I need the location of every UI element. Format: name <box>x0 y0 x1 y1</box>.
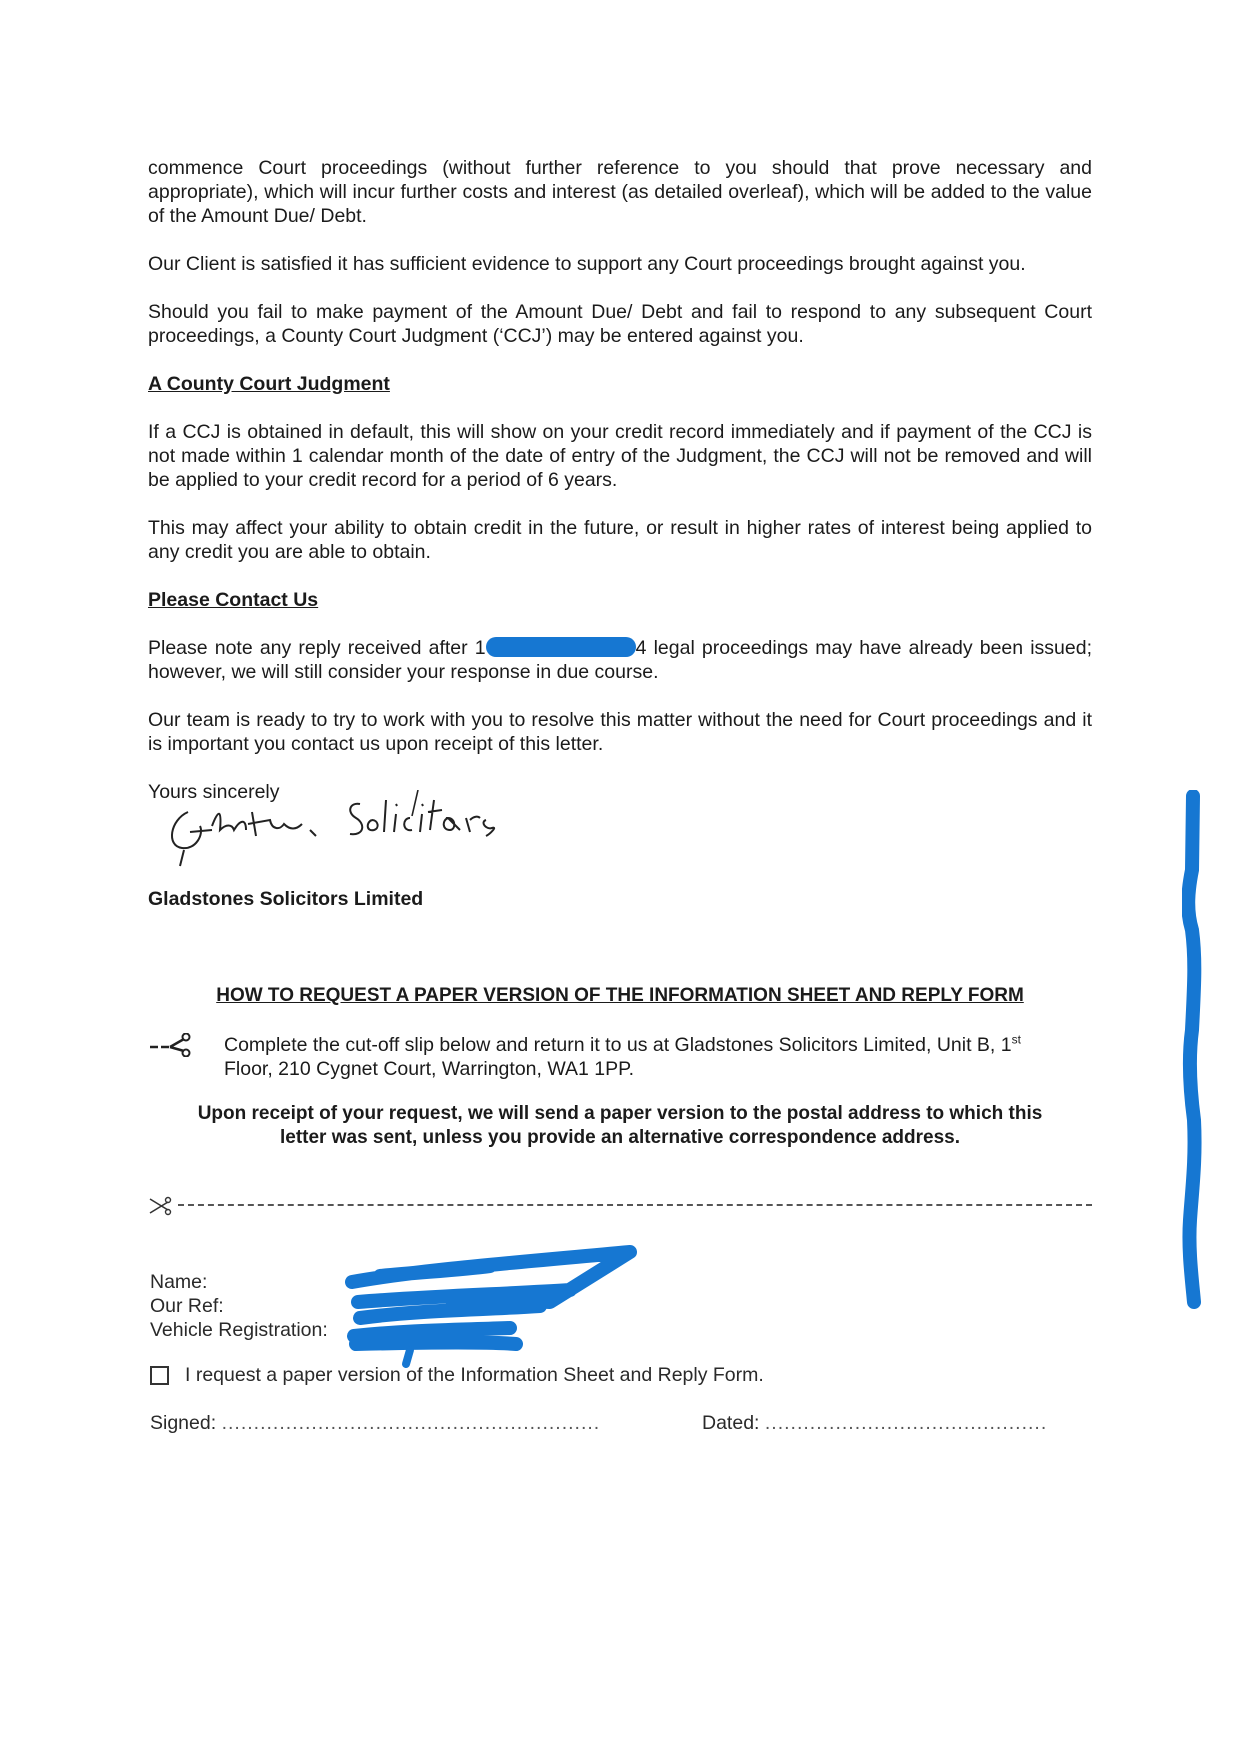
dated-label: Dated: <box>702 1412 760 1434</box>
company-signatory: Gladstones Solicitors Limited <box>148 888 424 910</box>
scissors-icon <box>148 1033 194 1057</box>
paragraph-reply-deadline <box>148 636 1092 684</box>
paragraph-ccj-warning: Should you fail to make payment of the Amount Due/ Debt and fail to respond to any subsequent Court proceedings, a County Court Judgment (‘CCJ’) may be entered against you. <box>148 301 1092 347</box>
paper-request-checkbox-label: I request a paper version of the Information Sheet and Reply Form. <box>185 1364 764 1386</box>
our-ref-label: Our Ref: <box>150 1295 224 1317</box>
instruction-superscript: st <box>1011 1032 1021 1047</box>
slip-fields <box>150 1270 328 1342</box>
redaction-slip-details <box>340 1240 640 1370</box>
checkbox-icon[interactable] <box>150 1366 169 1385</box>
name-label: Name: <box>150 1271 208 1293</box>
signed-label: Signed: <box>150 1412 217 1434</box>
paragraph-ccj-credit-record: If a CCJ is obtained in default, this will show on your credit record immediately and if payment of the CCJ is not made within 1 calendar month of the date of entry of the Judgment, the CCJ will not be removed and will be applied to your credit record for a period of 6 years. <box>148 421 1092 491</box>
paragraph-court-proceedings: commence Court proceedings (without further reference to you should that prove necessary and appropriate), which will incur further costs and interest (as detailed overleaf), which will be added to the value of the Amount Due/ Debt. <box>148 157 1092 227</box>
paper-version-note <box>148 1102 1092 1150</box>
cut-dashed-line <box>178 1204 1092 1206</box>
redaction-mark-date <box>486 637 636 657</box>
instruction-line-1: Complete the cut-off slip below and return it to us at Gladstones Solicitors Limited, Unit B, 1 <box>224 1034 1012 1056</box>
instruction-line-2: Floor, 210 Cygnet Court, Warrington, WA1 1PP. <box>224 1058 635 1080</box>
reply-deadline-text-start: Please note any reply received after <box>148 637 475 659</box>
paragraph-credit-ability: This may affect your ability to obtain credit in the future, or result in higher rates of interest being applied to any credit you are able to obtain. <box>148 517 1092 563</box>
paper-request-option[interactable] <box>150 1364 764 1387</box>
handwritten-signature <box>160 790 520 870</box>
letter-body <box>148 156 1092 828</box>
note-line-1: Upon receipt of your request, we will send a paper version to the postal address to which this <box>197 1103 1043 1124</box>
heading-county-court-judgment: A County Court Judgment <box>148 373 390 395</box>
paragraph-evidence: Our Client is satisfied it has sufficient evidence to support any Court proceedings brought against you. <box>148 253 1026 275</box>
signed-field <box>150 1412 600 1435</box>
dated-field <box>702 1412 1047 1435</box>
paragraph-team-ready: Our team is ready to try to work with you to resolve this matter without the need for Court proceedings and it is important you contact us upon receipt of this letter. <box>148 709 1092 755</box>
vehicle-registration-label: Vehicle Registration: <box>150 1319 328 1341</box>
cut-scissors-icon <box>148 1196 172 1216</box>
signed-line: ........................................................... <box>221 1412 601 1434</box>
note-line-2: letter was sent, unless you provide an alternative correspondence address. <box>279 1127 961 1148</box>
paper-version-request-title: HOW TO REQUEST A PAPER VERSION OF THE INFORMATION SHEET AND REPLY FORM <box>216 985 1024 1006</box>
dated-line: ............................................ <box>764 1412 1048 1434</box>
heading-please-contact-us: Please Contact Us <box>148 589 319 611</box>
cut-off-instruction-text <box>224 1033 1094 1081</box>
closing-yours-sincerely: Yours sincerely <box>148 781 280 803</box>
redacted-date-start: 1 <box>474 637 486 659</box>
redaction-margin-mark <box>1182 790 1204 1310</box>
redacted-date-end: 4 <box>635 637 647 659</box>
cut-line <box>148 1192 1092 1222</box>
reply-deadline-text-end: legal proceedings may have already been issued; however, we will still consider your response in due course. <box>148 637 1093 683</box>
